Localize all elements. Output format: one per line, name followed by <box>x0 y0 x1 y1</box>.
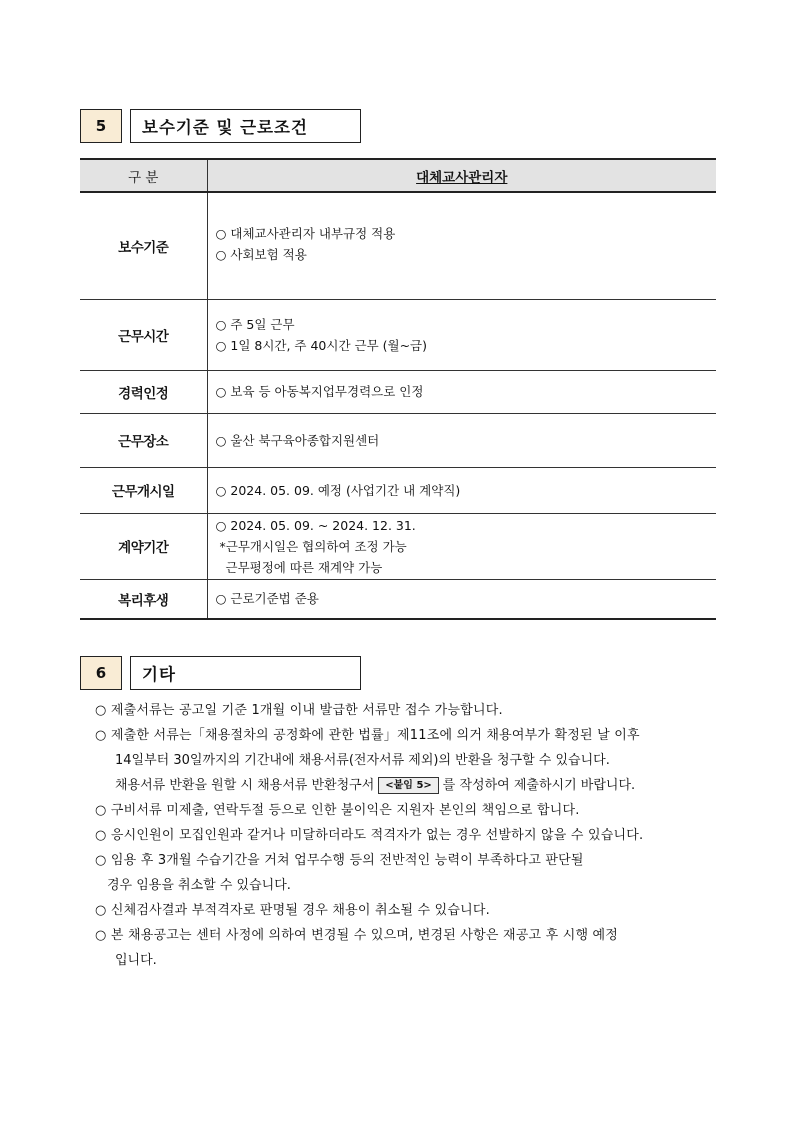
content-line: ○ 울산 북구육아종합지원센터 <box>215 432 380 448</box>
return-request-text: 채용서류 반환을 원할 시 채용서류 반환청구서 <box>115 778 375 793</box>
list-item: ○ 제출한 서류는「채용절차의 공정화에 관한 법률」제11조에 의거 채용여부가 확정된 날 이후 <box>95 728 640 743</box>
list-item-continuation: 경우 임용을 취소할 수 있습니다. <box>107 878 291 893</box>
section-5-number: 5 <box>80 109 122 143</box>
list-item-continuation: 14일부터 30일까지의 기간내에 채용서류(전자서류 제외)의 반환을 청구할 수 있습니다. <box>115 753 610 768</box>
row-label: 근무장소 <box>80 413 207 467</box>
table-row-hours <box>80 299 716 370</box>
content-line: ○ 주 5일 근무 <box>215 316 295 332</box>
content-line: ○ 보육 등 아동복지업무경력으로 인정 <box>215 384 424 399</box>
row-content <box>207 513 716 579</box>
section-6-header <box>80 656 361 690</box>
content-line: ○ 대체교사관리자 내부규정 적용 <box>215 226 396 241</box>
table-row-contract <box>80 513 716 579</box>
work-conditions-table <box>80 158 716 620</box>
row-label: 근무시간 <box>80 299 207 370</box>
content-line: ○ 근로기준법 준용 <box>215 591 319 607</box>
list-item: ○ 구비서류 미제출, 연락두절 등으로 인한 불이익은 지원자 본인의 책임으로 합니다. <box>95 803 580 818</box>
table-row-start-date <box>80 467 716 513</box>
content-line: ○ 1일 8시간, 주 40시간 근무 (월~금) <box>215 337 428 353</box>
content-line: ○ 2024. 05. 09. 예정 (사업기간 내 계약직) <box>215 482 461 498</box>
table-row-pay <box>80 192 716 299</box>
header-position: 대체교사관리자 <box>207 159 716 192</box>
row-content <box>207 467 716 513</box>
attachment-tag: <붙임 5> <box>378 777 439 794</box>
row-label: 복리후생 <box>80 579 207 619</box>
table-row-career <box>80 370 716 413</box>
list-item: ○ 응시인원이 모집인원과 같거나 미달하더라도 적격자가 없는 경우 선발하지 않을 수 있습니다. <box>95 828 644 843</box>
row-content <box>207 299 716 370</box>
section-6-title: 기타 <box>130 656 361 690</box>
list-item-continuation <box>95 773 735 798</box>
content-note: 근무평정에 따른 재계약 가능 <box>225 559 383 575</box>
table-header-row <box>80 159 716 192</box>
other-notes-list <box>95 698 735 973</box>
row-content <box>207 413 716 467</box>
table-row-welfare <box>80 579 716 619</box>
section-5-title: 보수기준 및 근로조건 <box>130 109 361 143</box>
list-item: ○ 본 채용공고는 센터 사정에 의하여 변경될 수 있으며, 변경된 사항은 재공고 후 시행 예정 <box>95 928 619 943</box>
section-5-header <box>80 109 361 143</box>
content-line: ○ 사회보험 적용 <box>215 247 307 262</box>
row-content <box>207 192 716 299</box>
table-row-location <box>80 413 716 467</box>
list-item: ○ 신체검사결과 부적격자로 판명될 경우 채용이 취소될 수 있습니다. <box>95 903 491 918</box>
row-label: 계약기간 <box>80 513 207 579</box>
list-item: ○ 임용 후 3개월 수습기간을 거쳐 업무수행 등의 전반적인 능력이 부족하다고 판단될 <box>95 853 584 868</box>
content-note: *근무개시일은 협의하여 조정 가능 <box>219 538 407 554</box>
list-item-continuation: 입니다. <box>115 953 157 968</box>
row-content <box>207 370 716 413</box>
header-category: 구 분 <box>80 159 207 192</box>
row-label: 근무개시일 <box>80 467 207 513</box>
content-line: ○ 2024. 05. 09. ~ 2024. 12. 31. <box>215 517 416 533</box>
section-6-number: 6 <box>80 656 122 690</box>
row-label: 보수기준 <box>80 192 207 299</box>
list-item: ○ 제출서류는 공고일 기준 1개월 이내 발급한 서류만 접수 가능합니다. <box>95 703 503 718</box>
return-request-text-end: 를 작성하여 제출하시기 바랍니다. <box>442 778 636 793</box>
row-content <box>207 579 716 619</box>
row-label: 경력인정 <box>80 370 207 413</box>
